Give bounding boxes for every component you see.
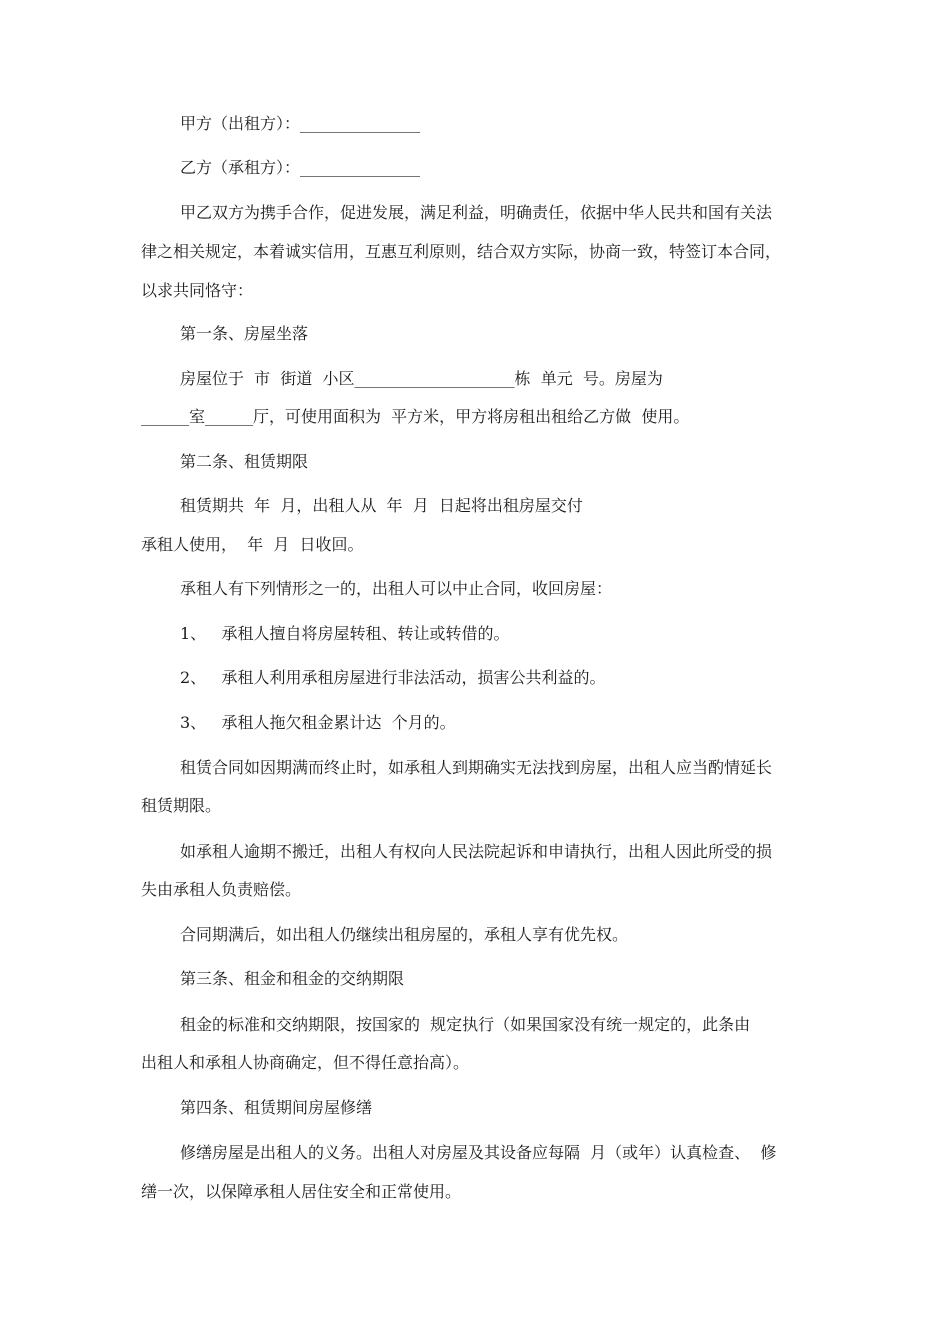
article-3-title: 第三条、租金和租金的交纳期限 [180, 969, 405, 988]
article-3-line-1: 租金的标准和交纳期限，按国家的 规定执行（如果国家没有统一规定的，此条由 [180, 1015, 751, 1034]
article-4-title: 第四条、租赁期间房屋修缮 [180, 1098, 373, 1117]
article-4-line-2: 缮一次，以保障承租人居住安全和正常使用。 [141, 1182, 462, 1201]
overdue-para-line-1: 如承租人逾期不搬迁，出租人有权向人民法院起诉和申请执行，出租人因此所受的损 [180, 842, 773, 861]
intro-line-1: 甲乙双方为携手合作，促进发展，满足利益，明确责任，依据中华人民共和国有关法 [180, 203, 773, 222]
article-1-title: 第一条、房屋坐落 [180, 324, 309, 343]
article-2-conditions: 承租人有下列情形之一的，出租人可以中止合同，收回房屋： [180, 579, 613, 598]
overdue-para-line-2: 失由承租人负责赔偿。 [141, 880, 302, 899]
intro-line-2: 律之相关规定，本着诚实信用，互惠互利原则，结合双方实际，协商一致，特签订本合同， [141, 242, 782, 261]
condition-item-1: 1、 承租人擅自将房屋转租、转让或转借的。 [180, 624, 510, 643]
article-4-line-1: 修缮房屋是出租人的义务。出租人对房屋及其设备应每隔 月（或年）认真检查、 修 [180, 1143, 777, 1162]
intro-line-3: 以求共同恪守： [141, 281, 254, 300]
article-3-line-2: 出租人和承租人协商确定，但不得任意抬高）。 [141, 1053, 470, 1072]
party-b-line: 乙方（承租方）：_______________ [180, 158, 421, 177]
expiry-para-line-2: 租赁期限。 [141, 796, 222, 815]
article-2-line-1: 租赁期共 年 月，出租人从 年 月 日起将出租房屋交付 [180, 496, 583, 515]
article-1-line-2: ______室______厅，可使用面积为 平方米，甲方将房租出租给乙方做 使用。 [141, 407, 690, 426]
article-2-line-2: 承租人使用， 年 月 日收回。 [141, 535, 364, 554]
article-2-title: 第二条、租赁期限 [180, 452, 309, 471]
condition-item-3: 3、 承租人拖欠租金累计达 个月的。 [180, 713, 456, 732]
priority-para: 合同期满后，如出租人仍继续出租房屋的，承租人享有优先权。 [180, 925, 629, 944]
party-a-line: 甲方（出租方）：_______________ [180, 114, 421, 133]
condition-item-2: 2、 承租人利用承租房屋进行非法活动，损害公共利益的。 [180, 668, 606, 687]
expiry-para-line-1: 租赁合同如因期满而终止时，如承租人到期确实无法找到房屋，出租人应当酌情延长 [180, 758, 773, 777]
article-1-line-1: 房屋位于 市 街道 小区____________________栋 单元 号。房屋为 [180, 369, 663, 388]
